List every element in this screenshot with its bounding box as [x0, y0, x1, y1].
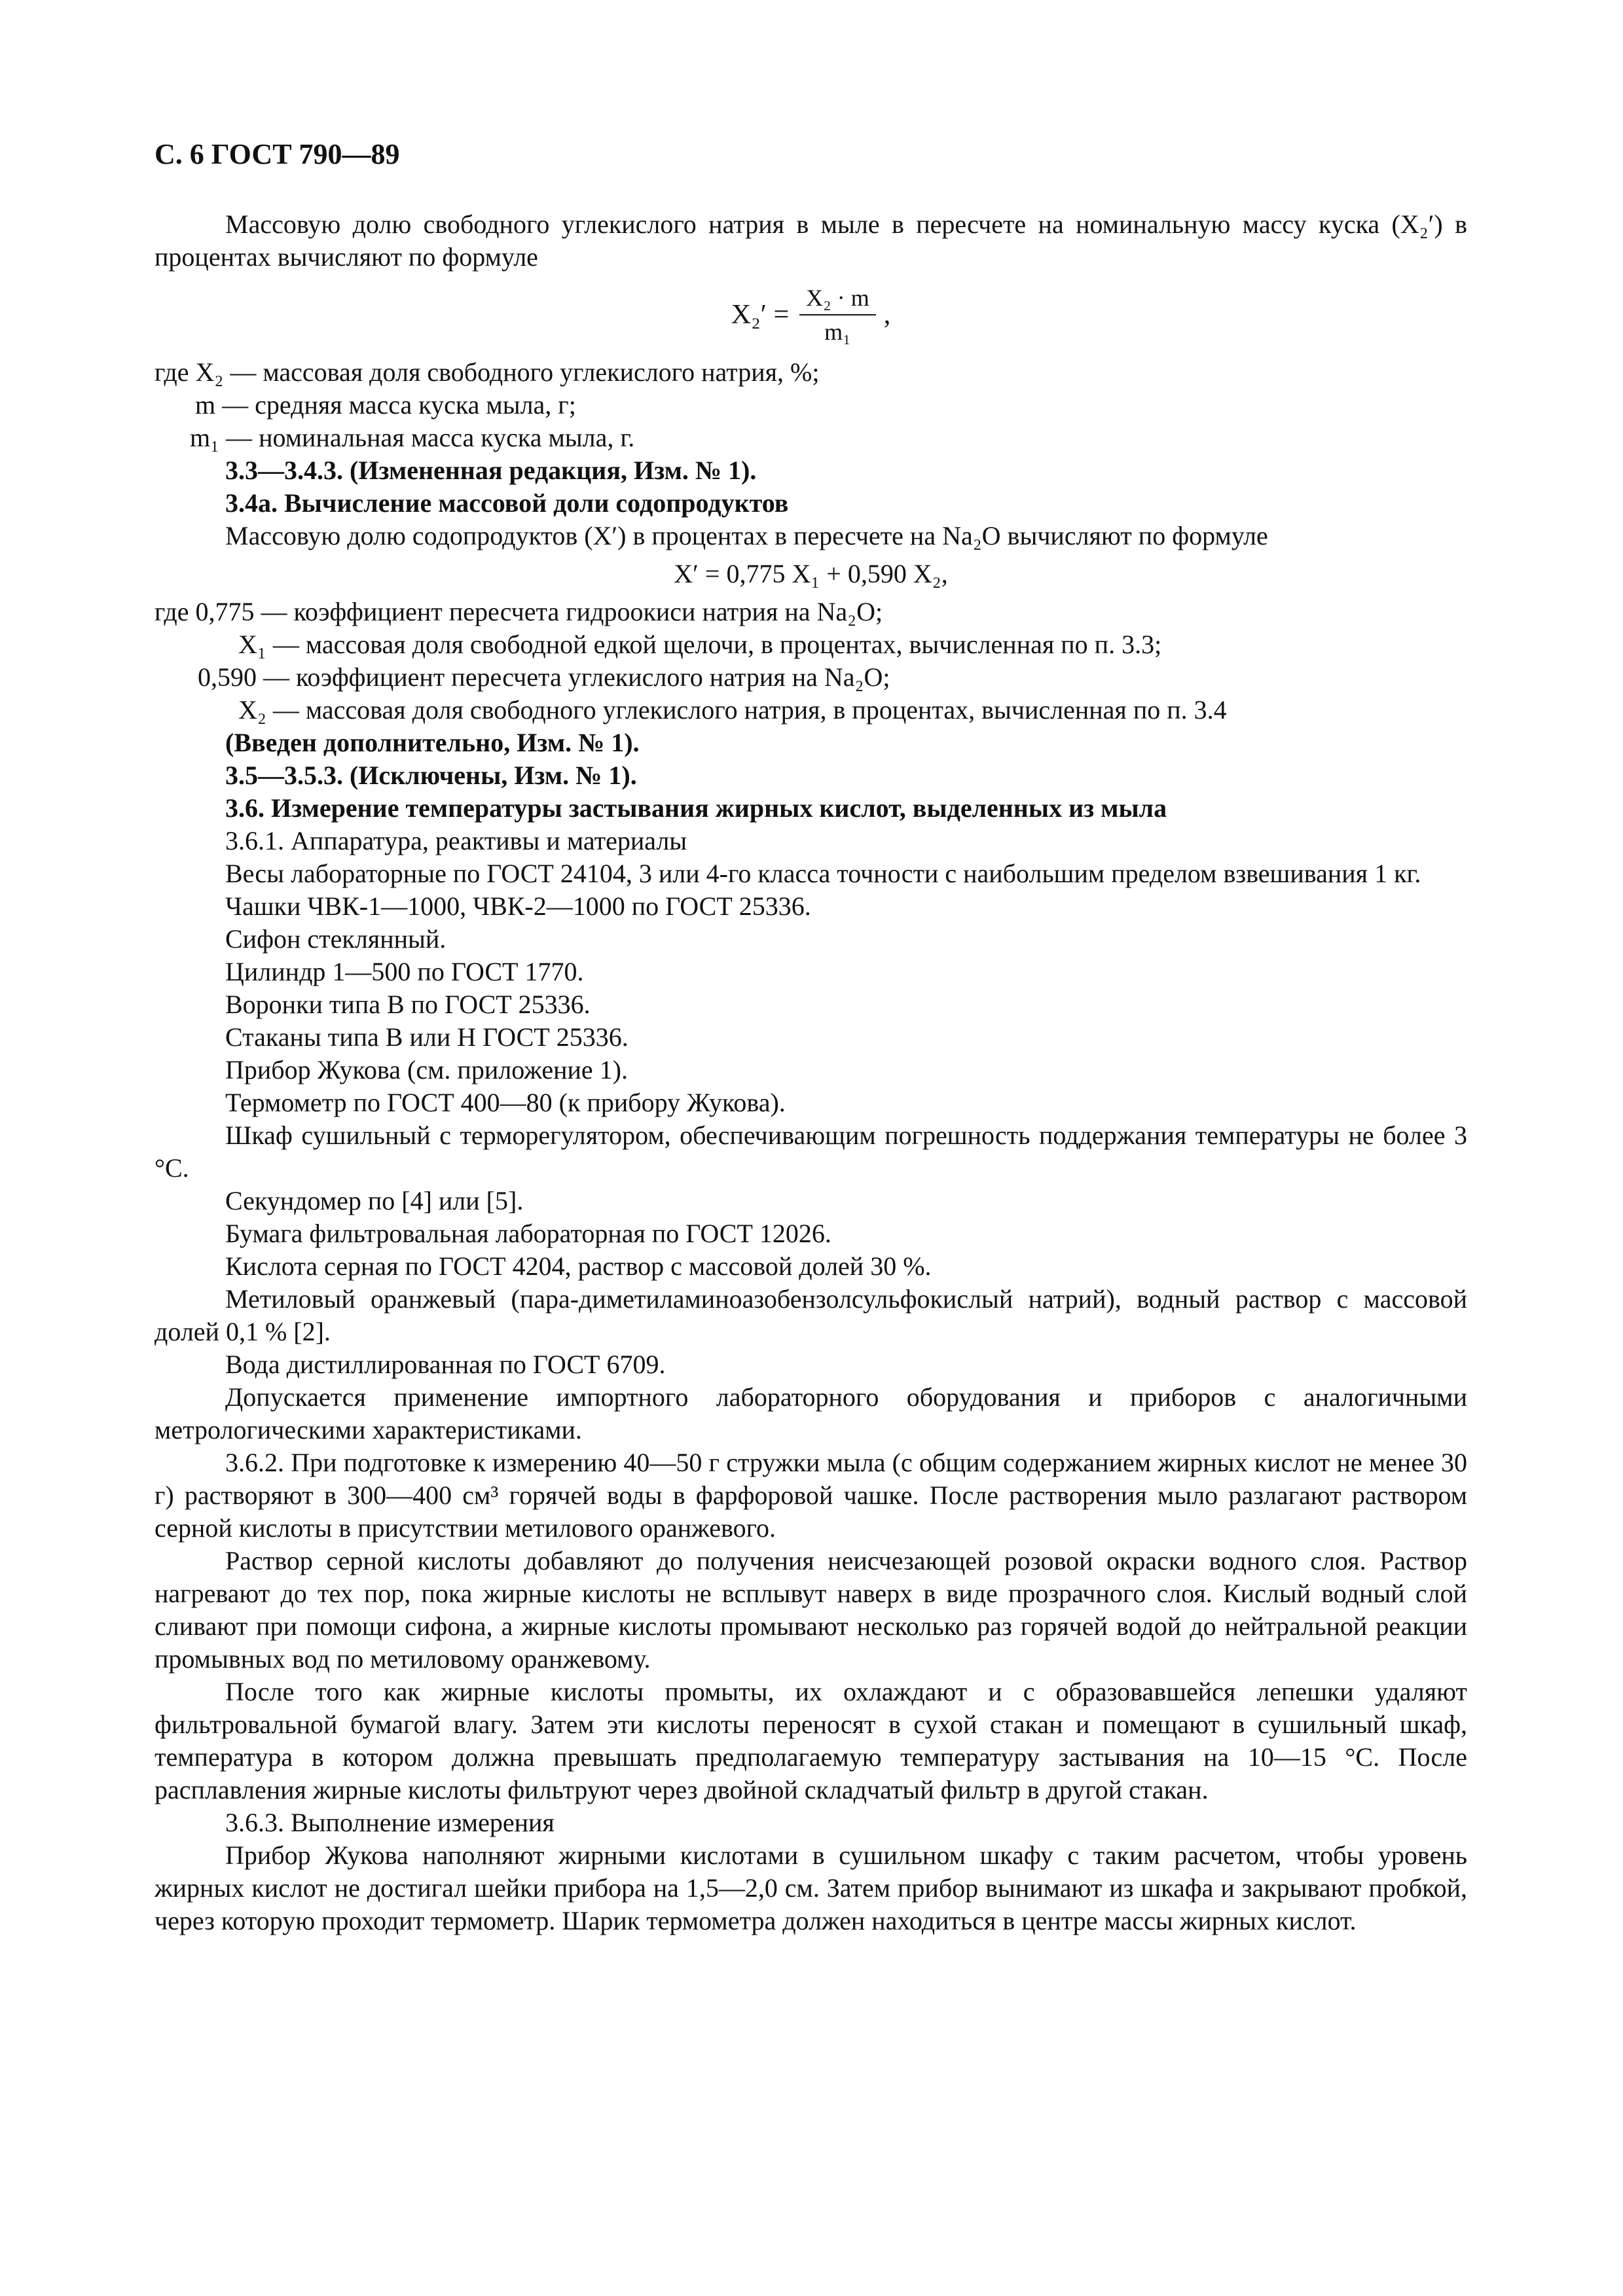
definition-row [155, 389, 1467, 422]
definition-symbol: X₂ — [238, 695, 306, 725]
section-3-6-1-title: 3.6.1. Аппаратура, реактивы и материалы [225, 826, 687, 855]
definitions-2 [155, 596, 1467, 726]
section-3-4a-title: 3.4а. Вычисление массовой доли содопродуктов [225, 488, 789, 518]
definition-text: номинальная масса куска мыла, г. [259, 423, 635, 452]
formula-tail: , [883, 300, 891, 330]
definition-row [155, 596, 1467, 628]
list-item: Сифон стеклянный. [225, 924, 447, 954]
formula-fraction [799, 283, 876, 347]
paragraph-3-6-2-b: Раствор серной кислоты добавляют до получения неисчезающей розовой окраски водного слоя. Раствор нагревают до тех пор, пока жирные кислоты не всплывут наверх в виде прозрачного слоя. Кислый водный слой сливают при помощи сифона, а жирные кислоты промывают несколько раз горячей водой до нейтральной реакции промывных вод по метиловому оранжевому. [155, 1546, 1467, 1674]
amendment-note-3: 3.5—3.5.3. (Исключены, Изм. № 1). [225, 761, 637, 790]
definition-text: средняя масса куска мыла, г; [255, 390, 576, 420]
list-item: Вода дистиллированная по ГОСТ 6709. [225, 1350, 666, 1379]
list-item: Цилиндр 1—500 по ГОСТ 1770. [225, 957, 584, 986]
definition-row [155, 422, 1467, 454]
formula-numerator: X₂ · m [799, 283, 876, 315]
paragraph-3-6-3: Прибор Жукова наполняют жирными кислотами в сушильном шкафу с таким расчетом, чтобы уровень жирных кислот не достигал шейки прибора на 1,5—2,0 см. Затем прибор вынимают из шкафа и закрывают пробкой, через которую проходит термометр. Шарик термометра должен находиться в центре массы жирных кислот. [155, 1840, 1467, 1935]
paragraph-soda-products: Массовую долю содопродуктов (X′) в процентах в пересчете на Na₂O вычисляют по формуле [225, 521, 1268, 550]
formula-denominator: m₁ [824, 319, 851, 345]
section-3-6-title: 3.6. Измерение температуры застывания жирных кислот, выделенных из мыла [225, 793, 1167, 823]
list-item: Стаканы типа В или Н ГОСТ 25336. [225, 1022, 629, 1052]
definition-text: коэффициент пересчета гидроокиси натрия на Na₂O; [293, 597, 883, 626]
definition-row [155, 661, 1467, 694]
definition-symbol: 0,590 — [198, 662, 296, 692]
paragraph-3-6-2: 3.6.2. При подготовке к измерению 40—50 г стружки мыла (с общим содержанием жирных кислот не менее 30 г) растворяют в 300—400 см³ горячей воды в фарфоровой чашке. После растворения мыло разлагают раствором серной кислоты в присутствии метилового оранжевого. [155, 1448, 1467, 1543]
formula-x2-prime [155, 276, 1467, 353]
paragraph-3-6-2-c: После того как жирные кислоты промыты, их охлаждают и с образовавшейся лепешки удаляют фильтровальной бумагой влагу. Затем эти кислоты переносят в сухой стакан и помещают в сушильный шкаф, температура в котором должна превышать предполагаемую температуру застывания на 10—15 °С. После расплавления жирные кислоты фильтруют через двойной складчатый фильтр в другой стакан. [155, 1677, 1467, 1804]
list-item: Допускается применение импортного лабораторного оборудования и приборов с аналогичными метрологическими характеристиками. [155, 1382, 1467, 1444]
list-item: Прибор Жукова (см. приложение 1). [225, 1055, 628, 1085]
list-item: Воронки типа В по ГОСТ 25336. [225, 990, 591, 1019]
definition-row [155, 356, 1467, 389]
definition-symbol: m — [195, 390, 255, 420]
definition-symbol: X₁ — [238, 630, 306, 659]
definition-symbol: где 0,775 — [155, 597, 294, 626]
definition-text: массовая доля свободной едкой щелочи, в процентах, вычисленная по п. 3.3; [305, 630, 1162, 659]
list-item: Кислота серная по ГОСТ 4204, раствор с массовой долей 30 %. [225, 1251, 932, 1281]
section-3-6-3-title: 3.6.3. Выполнение измерения [225, 1808, 555, 1837]
definition-symbol: где X₂ — [155, 357, 263, 387]
list-item: Секундомер по [4] или [5]. [225, 1186, 524, 1215]
definition-symbol: m₁ — [190, 423, 259, 452]
definition-text: коэффициент пересчета углекислого натрия на Na₂O; [296, 662, 890, 692]
definitions-1 [155, 356, 1467, 454]
list-item: Весы лабораторные по ГОСТ 24104, 3 или 4-го класса точности с наибольшим пределом взвешивания 1 кг. [225, 859, 1421, 888]
definition-row [155, 628, 1467, 661]
definition-row [155, 694, 1467, 726]
list-item: Шкаф сушильный с терморегулятором, обеспечивающим погрешность поддержания температуры не более 3 °С. [155, 1121, 1467, 1183]
formula-x-prime: X′ = 0,775 X₁ + 0,590 X₂, [674, 559, 948, 588]
definition-text: массовая доля свободного углекислого натрия, в процентах, вычисленная по п. 3.4 [305, 695, 1227, 725]
amendment-note-1: 3.3—3.4.3. (Измененная редакция, Изм. № 1). [225, 456, 757, 485]
list-item: Метиловый оранжевый (пара-диметиламиноазобензолсульфокислый натрий), водный раствор с массовой долей 0,1 % [2]. [155, 1284, 1467, 1346]
list-item: Бумага фильтровальная лабораторная по ГОСТ 12026. [225, 1219, 831, 1248]
definition-text: массовая доля свободного углекислого натрия, %; [263, 357, 820, 387]
paragraph-mass-fraction-intro: Массовую долю свободного углекислого натрия в мыле в пересчете на номинальную массу куска (X₂′) в процентах вычисляют по формуле [155, 209, 1467, 272]
document-body [155, 208, 1467, 1937]
amendment-note-2: (Введен дополнительно, Изм. № 1). [225, 728, 640, 757]
page-header: С. 6 ГОСТ 790—89 [155, 138, 400, 170]
list-item: Чашки ЧВК-1—1000, ЧВК-2—1000 по ГОСТ 25336. [225, 891, 811, 921]
formula-left: X₂′ = [731, 300, 790, 330]
list-item: Термометр по ГОСТ 400—80 (к прибору Жукова). [225, 1088, 786, 1117]
